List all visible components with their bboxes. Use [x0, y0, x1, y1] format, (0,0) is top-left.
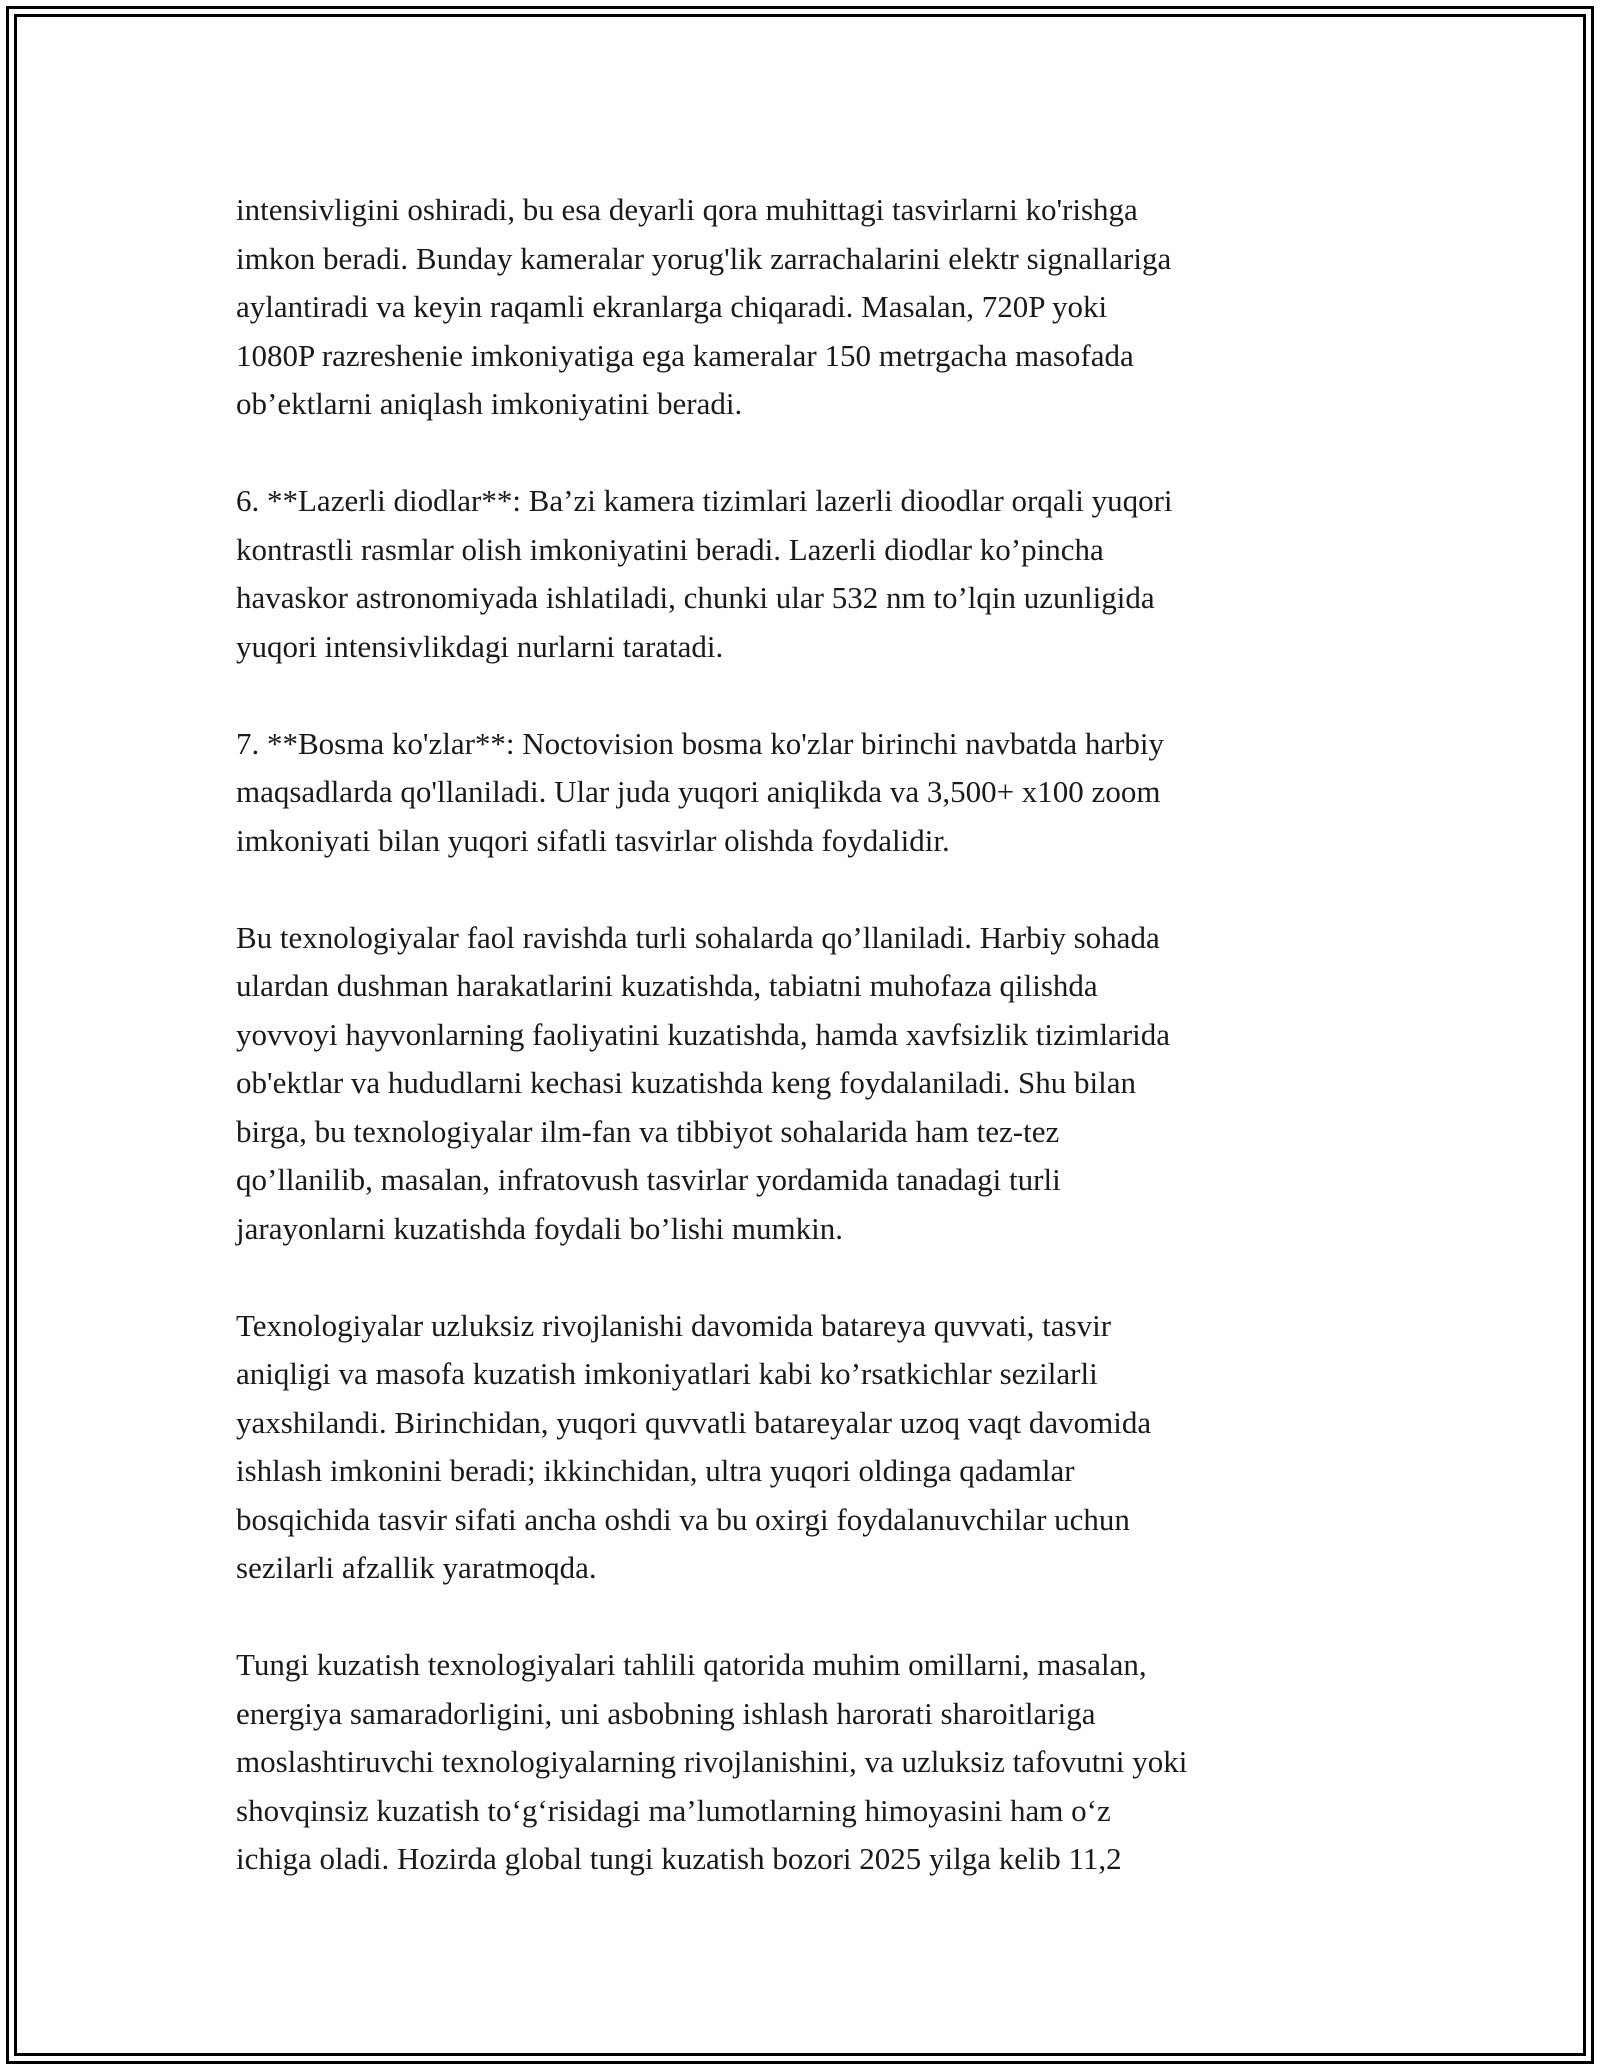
text-line: jarayonlarni kuzatishda foydali bo’lishi mumkin. — [236, 1210, 843, 1246]
text-line: ulardan dushman harakatlarini kuzatishda, tabiatni muhofaza qilishda — [236, 968, 1098, 1003]
text-line: maqsadlarda qo'llaniladi. Ular juda yuqori aniqlikda va 3,500+ x100 zoom — [236, 774, 1161, 809]
text-line: imkon beradi. Bunday kameralar yorug'lik zarrachalarini elektr signallariga — [236, 240, 1172, 276]
text-line: bosqichida tasvir sifati ancha oshdi va bu oxirgi foydalanuvchilar uchun — [236, 1501, 1130, 1537]
text-line: aylantiradi va keyin raqamli ekranlarga chiqaradi. Masalan, 720P yoki — [236, 289, 1108, 324]
text-line: 1080P razreshenie imkoniyatiga ega kameralar 150 metrgacha masofada — [236, 337, 1134, 373]
text-line: intensivligini oshiradi, bu esa deyarli qora muhittagi tasvirlarni ko'rishga — [236, 192, 1138, 227]
paragraph-2 — [236, 477, 1376, 671]
text-line: aniqligi va masofa kuzatish imkoniyatlari kabi ko’rsatkichlar sezilarli — [236, 1356, 1098, 1391]
text-line: 6. **Lazerli diodlar**: Ba’zi kamera tizimlari lazerli dioodlar orqali yuqori — [236, 483, 1173, 518]
text-line: ob'ektlar va hududlarni kechasi kuzatishda keng foydalaniladi. Shu bilan — [236, 1065, 1137, 1100]
text-line: yuqori intensivlikdagi nurlarni taratadi. — [236, 628, 724, 664]
text-line: yaxshilandi. Birinchidan, yuqori quvvatli batareyalar uzoq vaqt davomida — [236, 1404, 1152, 1440]
text-line: moslashtiruvchi texnologiyalarning rivojlanishini, va uzluksiz tafovutni yoki — [236, 1744, 1188, 1779]
text-line: energiya samaradorligini, uni asbobning ishlash harorati sharoitlariga — [236, 1695, 1096, 1731]
paragraph-5 — [236, 1302, 1376, 1593]
text-line: ob’ektlarni aniqlash imkoniyatini beradi. — [236, 386, 743, 421]
text-line: Tungi kuzatish texnologiyalari tahlili qatorida muhim omillarni, masalan, — [236, 1647, 1147, 1682]
text-line: havaskor astronomiyada ishlatiladi, chunki ular 532 nm to’lqin uzunligida — [236, 580, 1155, 615]
text-line: imkoniyati bilan yuqori sifatli tasvirlar olishda foydalidir. — [236, 822, 950, 858]
text-line: Texnologiyalar uzluksiz rivojlanishi davomida batareya quvvati, tasvir — [236, 1307, 1112, 1343]
text-line: shovqinsiz kuzatish to‘g‘risidagi ma’lumotlarning himoyasini ham o‘z — [236, 1792, 1111, 1828]
text-line: yovvoyi hayvonlarning faoliyatini kuzatishda, hamda xavfsizlik tizimlarida — [236, 1016, 1171, 1052]
text-line: kontrastli rasmlar olish imkoniyatini beradi. Lazerli diodlar ko’pincha — [236, 531, 1104, 567]
paragraph-4 — [236, 914, 1376, 1254]
paragraph-1 — [236, 186, 1376, 429]
text-line: ichiga oladi. Hozirda global tungi kuzatish bozori 2025 yilga kelib 11,2 — [236, 1841, 1122, 1876]
text-line: sezilarli afzallik yaratmoqda. — [236, 1550, 597, 1585]
text-line: 7. **Bosma ko'zlar**: Noctovision bosma ko'zlar birinchi navbatda harbiy — [236, 725, 1165, 761]
paragraph-6 — [236, 1641, 1376, 1884]
paragraph-3 — [236, 720, 1376, 866]
document-body — [236, 186, 1376, 1884]
text-line: Bu texnologiyalar faol ravishda turli sohalarda qo’llaniladi. Harbiy sohada — [236, 919, 1160, 955]
text-line: qo’llanilib, masalan, infratovush tasvirlar yordamida tanadagi turli — [236, 1162, 1061, 1197]
text-line: birga, bu texnologiyalar ilm-fan va tibbiyot sohalarida ham tez-tez — [236, 1113, 1060, 1149]
text-line: ishlash imkonini beradi; ikkinchidan, ultra yuqori oldinga qadamlar — [236, 1453, 1075, 1488]
